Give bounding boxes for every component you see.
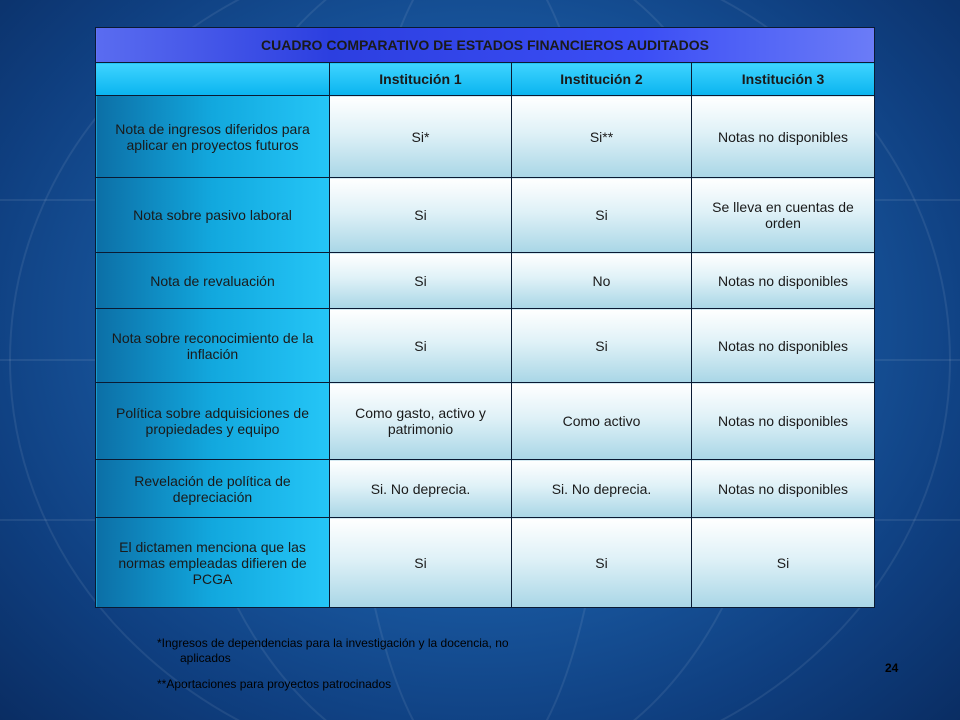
comparison-table: [95, 27, 875, 608]
header-cell-empty: [96, 63, 330, 96]
cell-institucion-1: Si: [330, 178, 512, 253]
cell-institucion-2: Si. No deprecia.: [512, 460, 692, 518]
table-row: [96, 383, 875, 460]
header-institucion-2: Institución 2: [512, 63, 692, 96]
row-label: Política sobre adquisiciones de propiedades y equipo: [96, 383, 330, 460]
page-number: 24: [885, 661, 899, 675]
cell-institucion-3: Notas no disponibles: [692, 309, 875, 383]
cell-institucion-2: Si: [512, 309, 692, 383]
table-row: [96, 253, 875, 309]
row-label: Revelación de política de depreciación: [96, 460, 330, 518]
cell-institucion-2: Si: [512, 178, 692, 253]
cell-institucion-1: Si*: [330, 96, 512, 178]
cell-institucion-1: Si. No deprecia.: [330, 460, 512, 518]
cell-institucion-1: Si: [330, 253, 512, 309]
footnotes: [157, 636, 577, 692]
header-institucion-1: Institución 1: [330, 63, 512, 96]
row-label: Nota de revaluación: [96, 253, 330, 309]
table-row: [96, 309, 875, 383]
cell-institucion-3: Notas no disponibles: [692, 96, 875, 178]
cell-institucion-2: Como activo: [512, 383, 692, 460]
cell-institucion-3: Se lleva en cuentas de orden: [692, 178, 875, 253]
cell-institucion-2: No: [512, 253, 692, 309]
footnote-1: [157, 636, 577, 666]
table-row: [96, 518, 875, 608]
cell-institucion-3: Notas no disponibles: [692, 253, 875, 309]
footnote-2: **Aportaciones para proyectos patrocinados: [157, 677, 392, 691]
cell-institucion-1: Si: [330, 309, 512, 383]
cell-institucion-2: Si: [512, 518, 692, 608]
cell-institucion-3: Notas no disponibles: [692, 383, 875, 460]
cell-institucion-1: Si: [330, 518, 512, 608]
row-label: Nota sobre pasivo laboral: [96, 178, 330, 253]
header-institucion-3: Institución 3: [692, 63, 875, 96]
table-row: [96, 178, 875, 253]
footnote-1-text: *Ingresos de dependencias para la investigación y la docencia, no: [157, 636, 509, 650]
cell-institucion-1: Como gasto, activo y patrimonio: [330, 383, 512, 460]
table-row: [96, 96, 875, 178]
table-row: [96, 460, 875, 518]
cell-institucion-3: Notas no disponibles: [692, 460, 875, 518]
table-title: CUADRO COMPARATIVO DE ESTADOS FINANCIEROS AUDITADOS: [96, 28, 875, 63]
footnote-1-continuation: aplicados: [180, 651, 231, 665]
cell-institucion-3: Si: [692, 518, 875, 608]
header-row: [96, 63, 875, 96]
cell-institucion-2: Si**: [512, 96, 692, 178]
row-label: El dictamen menciona que las normas empleadas difieren de PCGA: [96, 518, 330, 608]
row-label: Nota de ingresos diferidos para aplicar en proyectos futuros: [96, 96, 330, 178]
row-label: Nota sobre reconocimiento de la inflación: [96, 309, 330, 383]
